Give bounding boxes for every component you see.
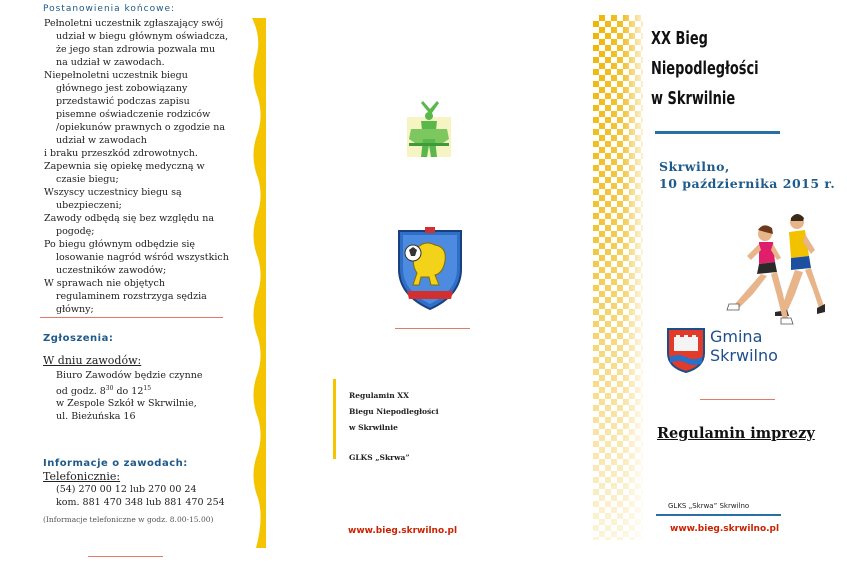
biuro-line: Biuro Zawodów będzie czynne [56,370,203,381]
rules-block-a [44,17,229,160]
section-title-zgloszenia: Zgłoszenia: [43,333,114,344]
phone-line: (54) 270 00 12 lub 270 00 24 [56,484,197,495]
telefonicznie-heading: Telefonicznie: [43,470,121,483]
middle-title-block [349,388,439,466]
rule-item: Wszyscy uczestnicy biegu są ubezpieczeni; [44,187,182,211]
divider-blue [656,514,781,516]
section-title-info: Informacje o zawodach: [43,458,188,469]
phone-note: (Informacje telefoniczne w godz. 8.00-15.00) [43,515,214,524]
rules-block-b [44,160,229,316]
event-place: Skrwilno, [659,159,730,174]
website-link[interactable]: www.bieg.skrwilno.pl [348,526,458,536]
athlete-icon [399,99,459,161]
biuro-info [56,370,236,423]
runners-icon [725,212,825,330]
hours-text: od godz. 8 [56,385,106,397]
checker-strip-decoration [593,15,643,540]
shield-icon [395,225,465,311]
event-title-line: w Skrwilnie [651,88,736,109]
dzien-zawodow-heading: W dniu zawodów: [43,354,142,367]
divider [700,399,775,400]
gmina-crest [666,327,706,373]
club-name: GLKS „Skrwa” Skrwilno [668,502,750,510]
rule-paragraph: Niepełnoletni uczestnik biegu głównego jest zobowiązany przedstawić podczas zapisu pisemne oświadczenie rodziców /opiekunów prawnych o zgodzie na udział w zawodach [44,70,225,146]
hours-sup: 30 [105,384,114,392]
divider-blue [655,131,780,134]
middle-title-line: Biegu Niepodległości [349,407,439,416]
website-link[interactable]: www.bieg.skrwilno.pl [670,524,780,534]
rule-item: Zawody odbędą się bez względu na pogodę; [44,213,215,237]
yellow-bar [333,379,336,459]
rule-item: W sprawach nie objętych regulaminem rozstrzyga sędzia główny; [44,278,207,315]
section-title-postanowienia: Postanowienia końcowe: [43,4,176,14]
event-title-line: Niepodległości [651,58,759,79]
event-date: 10 października 2015 r. [659,176,836,191]
rule-paragraph: Pełnoletni uczestnik zgłaszający swój udział w biegu głównym oświadcza, że jego stan zdrowia pozwala mu na udział w zawodach. [44,18,229,68]
rule-item: Zapewnia się opiekę medyczną w czasie biegu; [44,161,205,185]
phones [56,484,246,509]
biuro-hours [56,383,236,399]
club-crest [395,225,465,311]
hours-sup: 15 [143,384,152,392]
gmina-text: Skrwilno [710,346,778,365]
biuro-line: w Zespole Szkół w Skrwilnie, [56,398,197,410]
gmina-logo-text [710,327,778,365]
regulamin-heading: Regulamin imprezy [657,425,815,442]
event-title [651,24,759,114]
rule-item: Po biegu głównym odbędzie się losowanie nagród wśród wszystkich uczestników zawodów; [44,239,229,276]
divider [88,556,163,557]
rule-paragraph: i braku przeszkód zdrowotnych. [44,148,198,159]
athlete-logo [399,99,459,161]
divider [40,317,223,318]
gmina-crest-icon [666,327,706,373]
runners-illustration [725,212,825,330]
event-title-line: XX Bieg [651,28,708,49]
middle-title-line: w Skrwilnie [349,423,398,432]
event-place-date [659,158,835,192]
yellow-wave-decoration [248,18,266,548]
divider [395,328,470,329]
biuro-line: ul. Bieżuńska 16 [56,410,136,422]
gmina-text: Gmina [710,327,763,346]
hours-text: do 12 [113,385,144,397]
middle-club-line: GLKS „Skrwa” [349,453,410,462]
left-panel [0,0,265,565]
middle-title-line: Regulamin XX [349,391,409,400]
phone-line: kom. 881 470 348 lub 881 470 254 [56,496,225,508]
